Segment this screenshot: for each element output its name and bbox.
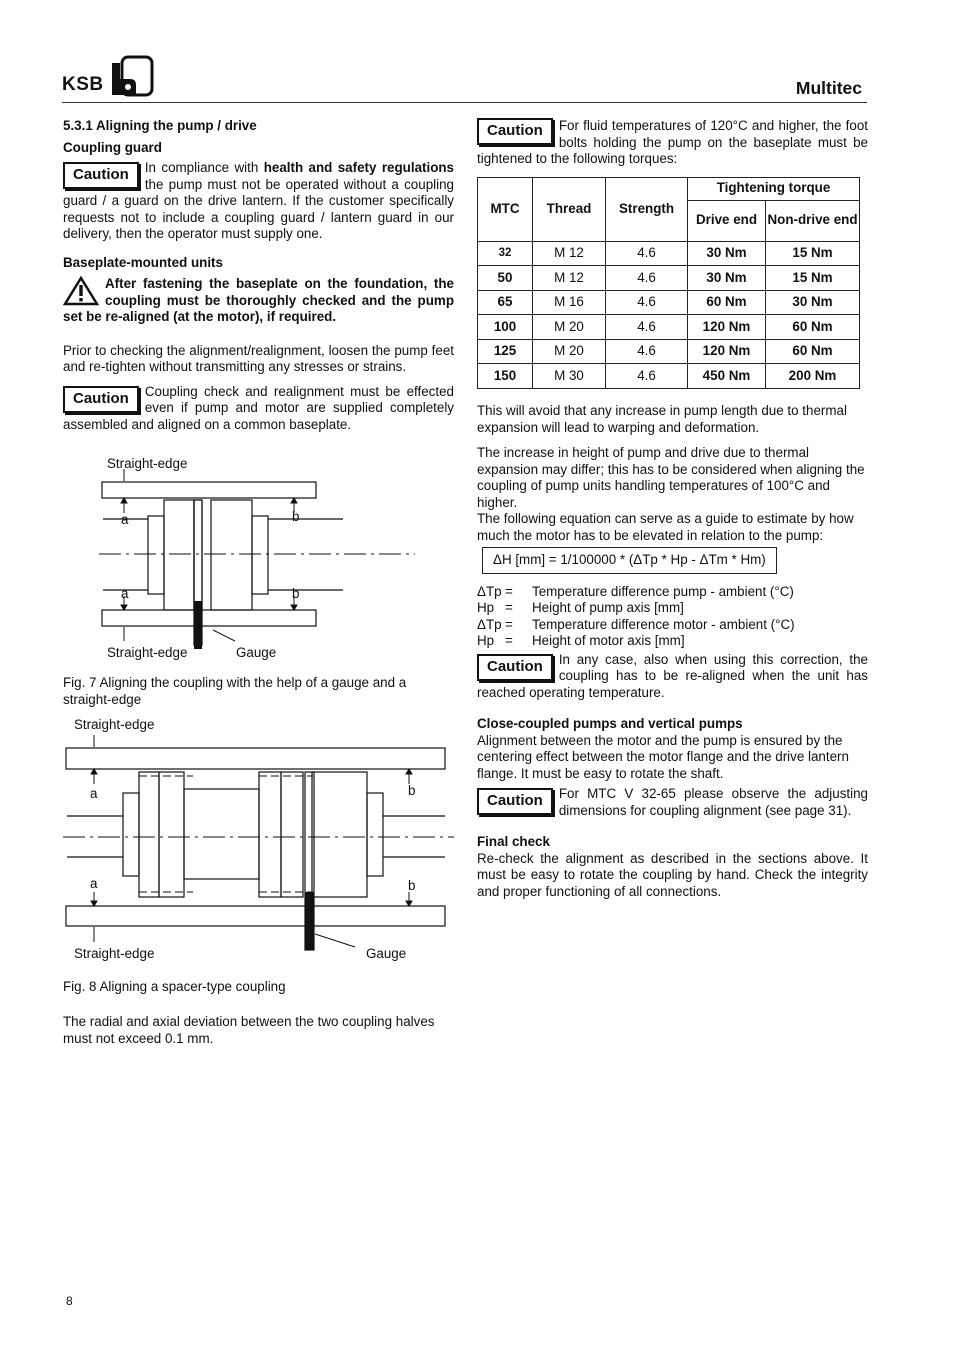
def-description: Height of motor axis [mm] (532, 633, 685, 649)
definitions-list (477, 584, 868, 650)
cell-mtc: 65 (478, 290, 533, 315)
cell-nondrive: 15 Nm (766, 241, 860, 266)
document-title: Multitec (795, 78, 862, 98)
cell-nondrive: 15 Nm (766, 266, 860, 291)
table-row (478, 339, 860, 364)
col-drive-end: Drive end (688, 200, 766, 241)
def-symbol: Hp (477, 600, 495, 616)
fig7-label-b-top: b (292, 509, 300, 524)
right-column (477, 118, 868, 900)
mtcv-text: For MTC V 32-65 please observe the adjusting dimensions for coupling alignment (see page 31). (558, 786, 868, 818)
cell-thread: M 16 (533, 290, 606, 315)
cell-mtc: 150 (478, 364, 533, 389)
coupling-check-paragraph (63, 384, 454, 434)
fig7-top-straight-edge-label: Straight-edge (107, 456, 188, 471)
definition-row (477, 584, 868, 601)
cell-strength: 4.6 (606, 315, 688, 340)
cell-thread: M 12 (533, 266, 606, 291)
def-symbol: ΔTp (477, 616, 502, 632)
ksb-logo (62, 55, 156, 99)
warning-icon (63, 276, 99, 306)
cell-strength: 4.6 (606, 266, 688, 291)
coupling-guard-text-end: the pump must not be operated without a coupling guard / a guard on the drive lantern. If the customer specifically requests not to include a coupling guard / lantern guard in our delivery, then the operator must supply one. (63, 176, 454, 241)
definition-row (477, 600, 868, 617)
def-equals: = (505, 616, 513, 632)
cell-drive: 30 Nm (688, 241, 766, 266)
caution-badge: Caution (63, 386, 139, 413)
fluid-temperature-paragraph (477, 118, 868, 168)
avoid-paragraph: This will avoid that any increase in pump length due to thermal expansion will lead to warping and deformation. (477, 403, 847, 435)
fig7-label-a-top: a (121, 512, 129, 527)
def-symbol: ΔTp (477, 583, 502, 599)
table-row (478, 315, 860, 340)
fig8-label-a-top: a (90, 786, 98, 801)
ksb-b-icon (108, 55, 156, 99)
cell-drive: 450 Nm (688, 364, 766, 389)
table-row (478, 241, 860, 266)
definition-row (477, 617, 868, 634)
cell-strength: 4.6 (606, 290, 688, 315)
caution-badge: Caution (477, 788, 553, 815)
coupling-check-text: Coupling check and realignment must be effected even if pump and motor are supplied completely assembled and aligned on a common baseplate. (63, 383, 454, 432)
fig8-label-b-bottom: b (408, 878, 416, 893)
fig8-label-a-bottom: a (90, 876, 98, 891)
figure-7 (63, 455, 454, 665)
final-check-paragraph: Re-check the alignment as described in the sections above. It must be easy to rotate the coupling by hand. Check the integrity and proper functioning of all connections. (477, 850, 868, 899)
left-column (63, 118, 454, 433)
table-row (478, 290, 860, 315)
fig8-top-straight-edge-label: Straight-edge (74, 717, 155, 732)
cell-thread: M 20 (533, 339, 606, 364)
final-check-heading: Final check (477, 834, 550, 850)
caution-badge: Caution (477, 654, 553, 681)
baseplate-heading: Baseplate-mounted units (63, 254, 223, 270)
cell-mtc: 125 (478, 339, 533, 364)
cell-strength: 4.6 (606, 339, 688, 364)
fluid-temperature-text: For fluid temperatures of 120°C and higher, the foot bolts holding the pump on the baseplate must be tightened to the following torques: (477, 118, 868, 166)
col-strength: Strength (606, 177, 688, 241)
fig7-bottom-straight-edge-label: Straight-edge (107, 645, 188, 660)
def-description: Temperature difference motor - ambient (°C) (532, 616, 795, 632)
any-case-text: In any case, also when using this correction, the coupling has to be re-aligned when the unit has reached operating temperature. (477, 651, 868, 700)
cell-strength: 4.6 (606, 241, 688, 266)
cell-drive: 120 Nm (688, 315, 766, 340)
cell-thread: M 20 (533, 315, 606, 340)
cell-thread: M 30 (533, 364, 606, 389)
cell-nondrive: 30 Nm (766, 290, 860, 315)
deviation-paragraph: The radial and axial deviation between the two coupling halves must not exceed 0.1 mm. (63, 1014, 435, 1046)
cell-mtc: 32 (478, 241, 533, 266)
def-symbol: Hp (477, 633, 495, 649)
def-description: Height of pump axis [mm] (532, 600, 684, 616)
header-divider (62, 102, 867, 103)
baseplate-warning-text: After fastening the baseplate on the foundation, the coupling must be thoroughly checked and the pump set be re-aligned (at the motor), if required. (63, 276, 454, 324)
fig8-label-b-top: b (408, 783, 416, 798)
close-coupled-heading: Close-coupled pumps and vertical pumps (477, 716, 743, 732)
cell-nondrive: 200 Nm (766, 364, 860, 389)
cell-mtc: 50 (478, 266, 533, 291)
table-row (478, 364, 860, 389)
fig7-gauge-label: Gauge (236, 645, 277, 660)
col-non-drive-end: Non-drive end (766, 200, 860, 241)
figure-8 (63, 716, 454, 966)
fig8-bottom-straight-edge-label: Straight-edge (74, 946, 155, 961)
cell-drive: 60 Nm (688, 290, 766, 315)
def-description: Temperature difference pump - ambient (°C) (532, 583, 794, 599)
close-coupled-paragraph: Alignment between the motor and the pump is ensured by the centering effect between the motor flange and the drive lantern flange. It must be easy to rotate the shaft. (477, 732, 849, 781)
baseplate-warning (63, 276, 454, 326)
fig8-spacer-coupling-diagram (63, 716, 454, 966)
prior-paragraph: Prior to checking the alignment/realignment, loosen the pump feet and re-tighten without transmitting any stresses or strains. (63, 342, 454, 374)
col-mtc: MTC (478, 177, 533, 241)
fig7-coupling-diagram (63, 455, 454, 665)
fig8-gauge-label: Gauge (366, 946, 407, 961)
def-equals: = (505, 600, 513, 616)
coupling-guard-heading: Coupling guard (63, 139, 162, 155)
caution-badge: Caution (63, 162, 139, 189)
any-case-paragraph (477, 652, 868, 702)
torque-table (477, 177, 860, 390)
logo-text: KSB (62, 74, 104, 95)
def-equals: = (505, 633, 513, 649)
col-tightening-torque: Tightening torque (688, 177, 860, 200)
formula-box: ΔH [mm] = 1/100000 * (ΔTp * Hp - ΔTm * Hm) (482, 547, 777, 574)
section-title: 5.3.1 Aligning the pump / drive (63, 118, 257, 133)
fig8-caption: Fig. 8 Aligning a spacer-type coupling (63, 979, 286, 994)
cell-thread: M 12 (533, 241, 606, 266)
col-thread: Thread (533, 177, 606, 241)
cell-nondrive: 60 Nm (766, 315, 860, 340)
caution-badge: Caution (477, 118, 553, 145)
equation-intro-paragraph: The following equation can serve as a guide to estimate by how much the motor has to be elevated in relation to the pump: (477, 511, 854, 543)
def-equals: = (505, 583, 513, 599)
cell-drive: 120 Nm (688, 339, 766, 364)
fig7-label-b-bottom: b (292, 586, 300, 601)
fig7-caption: Fig. 7 Aligning the coupling with the help of a gauge and a straight-edge (63, 675, 407, 707)
cell-strength: 4.6 (606, 364, 688, 389)
cell-drive: 30 Nm (688, 266, 766, 291)
page-number: 8 (66, 1294, 73, 1308)
coupling-guard-paragraph (63, 160, 454, 243)
table-row (478, 266, 860, 291)
fig7-label-a-bottom: a (121, 586, 129, 601)
coupling-guard-bold: health and safety regulations (263, 160, 455, 175)
definition-row (477, 633, 868, 650)
mtcv-paragraph (477, 786, 868, 819)
cell-nondrive: 60 Nm (766, 339, 860, 364)
cell-mtc: 100 (478, 315, 533, 340)
increase-paragraph: The increase in height of pump and drive due to thermal expansion may differ; this has to be considered when aligning the coupling of pump units handling temperatures of 100°C and higher. (477, 445, 865, 510)
coupling-guard-text-start: In compliance with (144, 160, 264, 175)
